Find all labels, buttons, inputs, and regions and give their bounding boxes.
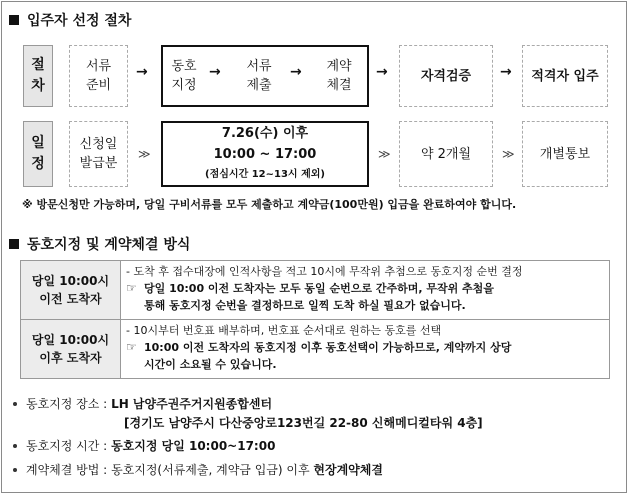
section-heading-method: 동호지정 및 계약체결 방식 — [9, 234, 190, 254]
arrow-icon: → — [376, 64, 388, 80]
pointing-hand-icon: ☞ — [126, 281, 137, 295]
bullet-time: 동호지정 시간 : 동호지정 당일 10:00~17:00 — [13, 437, 275, 455]
square-bullet-icon — [9, 239, 19, 249]
bullet-dot-icon — [13, 402, 17, 406]
bullet-place: 동호지정 장소 : LH 남양주권주거지원종합센터 — [13, 395, 272, 413]
row-content-after-10: - 10시부터 번호표 배부하며, 번호표 순서대로 원하는 동호를 선택 ☞ 10:00 이전 도착자의 동호지정 이후 동호선택이 가능하므로, 계약까지 상당 시간이 소요될 수 있습니다. — [121, 320, 610, 379]
step-document-submit: 서류 제출 — [246, 59, 272, 93]
place-address: [경기도 남양주시 다산중앙로123번길 22-80 신해메디컬타워 4층] — [124, 416, 483, 430]
arrow-icon: → — [290, 64, 302, 80]
section-heading-procedure: 입주자 선정 절차 — [9, 10, 131, 30]
step-unit-assignment: 동호 지정 — [171, 59, 197, 93]
procedure-row-label: 절 차 — [23, 45, 53, 107]
arrow-icon: → — [500, 64, 512, 80]
method-table — [20, 260, 610, 379]
row-content-before-10: - 도착 후 접수대장에 인적사항을 적고 10시에 무작위 추첨으로 동호지정 순번 결정 ☞ 당일 10:00 이전 도착자는 모두 동일 순번으로 간주하며, 무작위 추첨을 통해 동호지정 순번을 결정하므로 일찍 도착 하실 필요가 없습니다. — [121, 261, 610, 320]
table-row — [21, 261, 610, 320]
table-row — [21, 320, 610, 379]
step-document-prep: 서류 준비 — [69, 45, 128, 107]
bullet-dot-icon — [13, 444, 17, 448]
arrow-icon: → — [136, 64, 148, 80]
chevron-icon: ≫ — [502, 147, 515, 161]
schedule-row-label: 일 정 — [23, 121, 53, 187]
schedule-issue-date: 신청일 발급분 — [69, 121, 128, 187]
chevron-icon: ≫ — [138, 147, 151, 161]
bullet-method: 계약체결 방법 : 동호지정(서류제출, 계약금 입금) 이후 현장계약체결 — [13, 461, 383, 479]
notice-text: ※ 방문신청만 가능하며, 당일 구비서류를 모두 제출하고 계약금(100만원) 입금을 완료하여야 합니다. — [22, 198, 517, 211]
chevron-icon: ≫ — [378, 147, 391, 161]
pointing-hand-icon: ☞ — [126, 340, 137, 354]
schedule-duration: 약 2개월 — [399, 121, 493, 187]
schedule-notify: 개별통보 — [522, 121, 608, 187]
step-contract: 계약 체결 — [326, 59, 352, 93]
bullet-dot-icon — [13, 468, 17, 472]
step-move-in: 적격자 입주 — [522, 45, 608, 107]
step-qualification-check: 자격검증 — [399, 45, 493, 107]
schedule-visit-window: 7.26(수) 이후 10:00 ~ 17:00 (점심시간 12~13시 제외) — [161, 121, 369, 187]
arrow-icon: → — [209, 64, 221, 80]
row-label-after-10: 당일 10:00시 이후 도착자 — [21, 320, 121, 379]
square-bullet-icon — [9, 15, 19, 25]
row-label-before-10: 당일 10:00시 이전 도착자 — [21, 261, 121, 320]
